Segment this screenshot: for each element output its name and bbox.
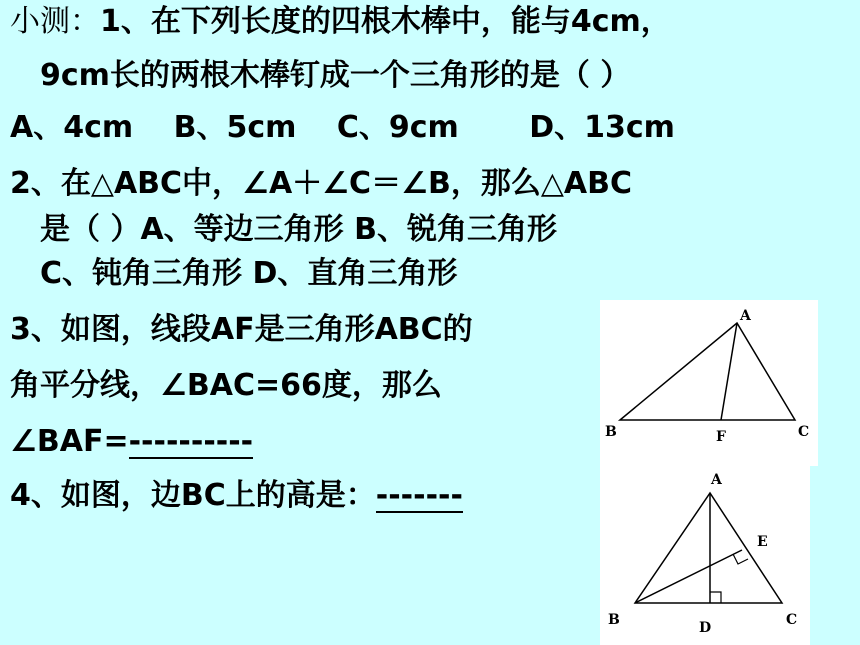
label-e: E (757, 534, 768, 550)
q1-options (10, 110, 675, 146)
q4-triangle-figure (600, 466, 810, 645)
q3-line1: 3、如图，线段AF是三角形ABC的 (10, 312, 473, 347)
segment-be (635, 550, 742, 603)
q1-option-a: A、4cm (10, 110, 134, 145)
label-d: D (699, 620, 712, 636)
label-c: C (786, 612, 798, 628)
triangle-abc (620, 323, 795, 420)
label-a: A (740, 308, 751, 324)
right-angle-mark-d (710, 592, 721, 603)
label-b: B (608, 612, 620, 628)
q1-prefix: 小测： (10, 4, 100, 39)
q2-line3: C、钝角三角形 D、直角三角形 (40, 256, 458, 291)
right-angle-mark-e (733, 554, 748, 564)
q4-line1 (10, 478, 463, 514)
q3-line2: 角平分线，∠BAC=66度，那么 (10, 368, 442, 403)
q3-answer-blank: ---------- (128, 424, 254, 459)
q3-line3 (10, 424, 253, 460)
q1-option-c: C、9cm (336, 110, 459, 145)
q3-prefix: ∠BAF= (10, 424, 129, 459)
bisector-af (721, 323, 737, 420)
q2-line2: 是（ ）A、等边三角形 B、锐角三角形 (40, 212, 557, 247)
q1-option-b: B、5cm (173, 110, 297, 145)
q1-text-line1: 1、在下列长度的四根木棒中，能与4cm， (100, 4, 671, 39)
q1-option-d: D、13cm (529, 110, 675, 145)
label-b: B (605, 424, 617, 440)
label-f: F (716, 429, 726, 445)
q3-triangle-figure (600, 300, 818, 466)
label-c: C (798, 424, 810, 440)
q1-line1 (10, 4, 671, 40)
label-a: A (711, 472, 722, 488)
q4-prefix: 4、如图，边BC上的高是： (10, 478, 376, 513)
q2-line1: 2、在△ABC中，∠A＋∠C＝∠B，那么△ABC (10, 166, 633, 201)
q1-text-line2: 9cm长的两根木棒钉成一个三角形的是（ ） (40, 58, 631, 93)
q4-answer-blank: ------- (375, 478, 463, 513)
